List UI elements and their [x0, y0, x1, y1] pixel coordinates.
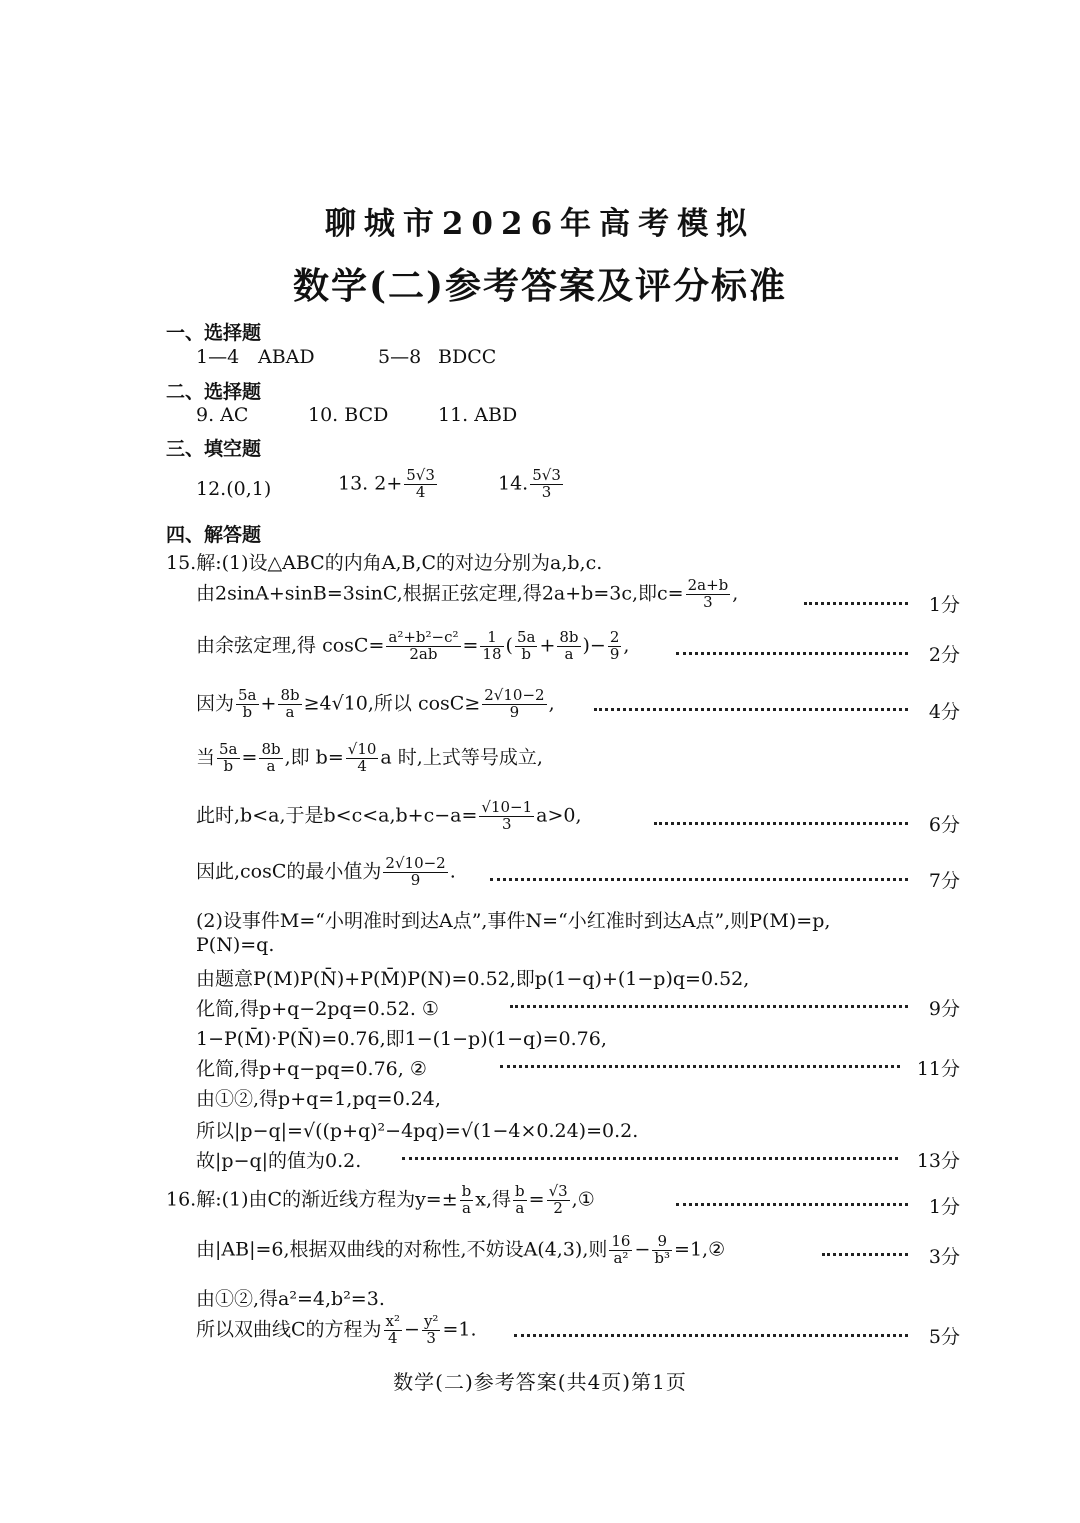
fraction-numerator: 2√10−2 [484, 686, 545, 704]
leader-dots [514, 1332, 908, 1337]
fraction [236, 688, 259, 721]
fraction-numerator: 5√3 [532, 466, 561, 484]
text: , [732, 582, 739, 605]
fraction [482, 688, 546, 721]
fraction-numerator: 9 [652, 1234, 672, 1251]
fraction-numerator: 5a [516, 628, 536, 646]
fraction-denominator: 4 [415, 482, 426, 501]
leader-dots [676, 650, 908, 655]
answer-10: 10. BCD [308, 404, 389, 426]
fraction-denominator: 4 [388, 1328, 398, 1347]
answer-1-4: ABAD [258, 346, 315, 368]
fraction [346, 742, 379, 775]
fraction-numerator: 5a [238, 686, 257, 704]
text: ,① [571, 1188, 595, 1211]
answer-14 [498, 468, 565, 501]
score-1: 1分 [928, 594, 960, 616]
fraction-numerator: 16 [611, 1232, 631, 1250]
text: a>0, [536, 804, 582, 827]
fraction-denominator: 18 [482, 644, 502, 663]
fraction-numerator: b [461, 1182, 472, 1200]
text: 16.解:(1)由C的渐近线方程为y=± [166, 1188, 458, 1211]
fraction [609, 1234, 632, 1267]
fraction [422, 1314, 441, 1347]
fraction-denominator: 3 [703, 592, 713, 611]
q15-line-2 [196, 578, 738, 611]
fraction-numerator: 8b [559, 628, 579, 646]
q16-line-4 [196, 1314, 477, 1347]
q15-line-8: (2)设事件M=“小明准时到达A点”,事件N=“小红准时到达A点”,则P(M)=p, [196, 910, 831, 932]
leader-dots [500, 1063, 900, 1068]
score-9: 9分 [928, 998, 960, 1020]
fraction-denominator: b [223, 756, 234, 775]
exam-title: 聊城市2026年高考模拟 [324, 206, 756, 242]
q15-line-15: 所以|p−q|=√((p+q)²−4pq)=√(1−4×0.24)=0.2. [196, 1120, 639, 1142]
section-heading-multi-select: 二、选择题 [166, 381, 262, 403]
fraction-denominator: a [564, 644, 574, 663]
q15-line-16: 故|p−q|的值为0.2. [196, 1150, 362, 1172]
text: = [462, 634, 479, 657]
text: )− [582, 634, 606, 657]
fraction-denominator: 3 [541, 482, 552, 501]
answer-9: 9. AC [196, 404, 249, 426]
fraction [217, 742, 240, 775]
fraction-denominator: a [461, 1198, 471, 1217]
answer-range-1-4: 1—4 [196, 346, 240, 368]
q15-line-4 [196, 688, 555, 721]
fraction-numerator: y² [423, 1312, 439, 1330]
answer-11: 11. ABD [438, 404, 518, 426]
fraction-numerator: √10 [347, 740, 377, 758]
fraction-numerator: 2√10−2 [385, 854, 446, 872]
text: a 时,上式等号成立, [380, 746, 543, 769]
q15-line-5 [196, 742, 543, 775]
section-heading-multiple-choice: 一、选择题 [166, 322, 262, 344]
fraction-numerator: b [515, 1182, 525, 1200]
fraction [686, 578, 731, 611]
fraction [513, 1184, 527, 1217]
leader-dots [822, 1251, 908, 1256]
score-q16-5: 5分 [928, 1326, 960, 1348]
fraction-denominator: a [285, 702, 295, 721]
text: + [539, 634, 556, 657]
text: 所以双曲线C的方程为 [196, 1318, 382, 1341]
text: = [241, 746, 258, 769]
score-4: 4分 [928, 701, 960, 723]
fraction-numerator: 8b [261, 740, 281, 758]
fraction-denominator: b [242, 702, 253, 721]
fraction [608, 630, 622, 663]
fraction [480, 630, 503, 663]
fraction-denominator: b [521, 644, 531, 663]
fraction-denominator: 9 [509, 702, 520, 721]
leader-dots [510, 1003, 908, 1008]
text: x,得 [475, 1188, 512, 1211]
q16-line-1 [166, 1184, 595, 1217]
q15-line-6 [196, 800, 582, 833]
leader-dots [594, 706, 908, 711]
fraction-numerator: 8b [280, 686, 300, 704]
text: − [404, 1318, 420, 1341]
q15-line-12: 1−P(M̄)·P(N̄)=0.76,即1−(1−p)(1−q)=0.76, [196, 1028, 607, 1050]
fraction-numerator: 1 [480, 630, 503, 647]
score-11: 11分 [916, 1058, 960, 1080]
q15-line-3 [196, 630, 629, 663]
fraction-denominator: 2 [553, 1198, 563, 1217]
leader-dots [676, 1201, 908, 1206]
fraction-denominator: a [266, 756, 276, 775]
fraction-numerator: 2 [609, 628, 620, 646]
section-heading-fill-blank: 三、填空题 [166, 438, 262, 460]
text: + [260, 692, 277, 715]
fraction-denominator: 2ab [409, 644, 438, 663]
text: = [528, 1188, 545, 1211]
answer-range-5-8: 5—8 [378, 346, 422, 368]
fraction [383, 856, 447, 889]
q15-line-7 [196, 856, 456, 889]
fraction-denominator: 9 [609, 644, 620, 663]
fraction-numerator: 5√3 [406, 466, 435, 484]
fraction-denominator: 4 [357, 756, 367, 775]
text: 由2sinA+sinB=3sinC,根据正弦定理,得2a+b=3c,即c= [196, 582, 684, 605]
fraction-numerator: a²+b²−c² [388, 628, 459, 646]
text: 由余弦定理,得 cosC= [196, 634, 385, 657]
page-footer: 数学(二)参考答案(共4页)第1页 [393, 1370, 687, 1394]
score-13: 13分 [916, 1150, 960, 1172]
answer-14-fraction [530, 468, 563, 501]
fraction [557, 630, 580, 663]
q15-line-10: 由题意P(M)P(N̄)+P(M̄)P(N)=0.52,即p(1−q)+(1−p)q=0.52, [196, 968, 750, 990]
leader-dots [654, 820, 908, 825]
fraction-numerator: 2a+b [687, 576, 729, 594]
fraction [384, 1314, 402, 1347]
text: 由|AB|=6,根据双曲线的对称性,不妨设A(4,3),则 [196, 1238, 608, 1261]
q16-line-3: 由①②,得a²=4,b²=3. [196, 1288, 385, 1310]
q15-line-9: P(N)=q. [196, 934, 275, 956]
score-7: 7分 [928, 870, 960, 892]
fraction [547, 1184, 570, 1217]
fraction-denominator: 9 [410, 870, 421, 889]
fraction [652, 1234, 672, 1267]
fraction [515, 630, 538, 663]
text: =1,② [674, 1238, 726, 1261]
text: 因为 [196, 692, 235, 715]
leader-dots [402, 1155, 898, 1160]
leader-dots [804, 600, 908, 605]
score-q16-1: 1分 [928, 1196, 960, 1218]
fraction-denominator: a [515, 1198, 525, 1217]
q15-line-14: 由①②,得p+q=1,pq=0.24, [196, 1088, 441, 1110]
fraction-numerator: √10−1 [481, 798, 533, 816]
fraction-numerator: √3 [548, 1182, 568, 1200]
section-heading-solutions: 四、解答题 [166, 524, 262, 546]
fraction [386, 630, 460, 663]
text: ≥4√10,所以 cosC≥ [303, 692, 481, 715]
text: ,即 b= [284, 746, 344, 769]
text: 因此,cosC的最小值为 [196, 860, 382, 883]
text: 当 [196, 746, 216, 769]
answer-5-8: BDCC [438, 346, 497, 368]
answer-14-prefix: 14. [498, 472, 529, 495]
score-q16-3: 3分 [928, 1246, 960, 1268]
q15-line-1: 15.解:(1)设△ABC的内角A,B,C的对边分别为a,b,c. [166, 552, 603, 574]
q16-line-2 [196, 1234, 725, 1267]
fraction-numerator: x² [385, 1312, 401, 1330]
fraction [278, 688, 301, 721]
text: . [449, 860, 456, 883]
text: ( [505, 634, 513, 657]
score-6: 6分 [928, 814, 960, 836]
answer-13 [338, 468, 439, 501]
score-2: 2分 [928, 644, 960, 666]
answer-13-prefix: 13. 2+ [338, 472, 403, 495]
q15-line-11: 化简,得p+q−2pq=0.52. ① [196, 998, 439, 1020]
q15-line-13: 化简,得p+q−pq=0.76, ② [196, 1058, 427, 1080]
answer-13-fraction [404, 468, 437, 501]
fraction [479, 800, 534, 833]
fraction-denominator: b³ [654, 1248, 671, 1267]
text: − [634, 1238, 651, 1261]
answer-12: 12.(0,1) [196, 478, 272, 500]
fraction-denominator: 3 [502, 814, 512, 833]
document-title: 数学(二)参考答案及评分标准 [292, 265, 788, 307]
text: , [623, 634, 630, 657]
fraction-denominator: a² [613, 1248, 629, 1267]
text: =1. [442, 1318, 477, 1341]
fraction [259, 742, 282, 775]
text: , [548, 692, 555, 715]
fraction-numerator: 5a [219, 740, 238, 758]
leader-dots [490, 876, 908, 881]
fraction-denominator: 3 [426, 1328, 436, 1347]
fraction [460, 1184, 474, 1217]
text: 此时,b<a,于是b<c<a,b+c−a= [196, 804, 478, 827]
